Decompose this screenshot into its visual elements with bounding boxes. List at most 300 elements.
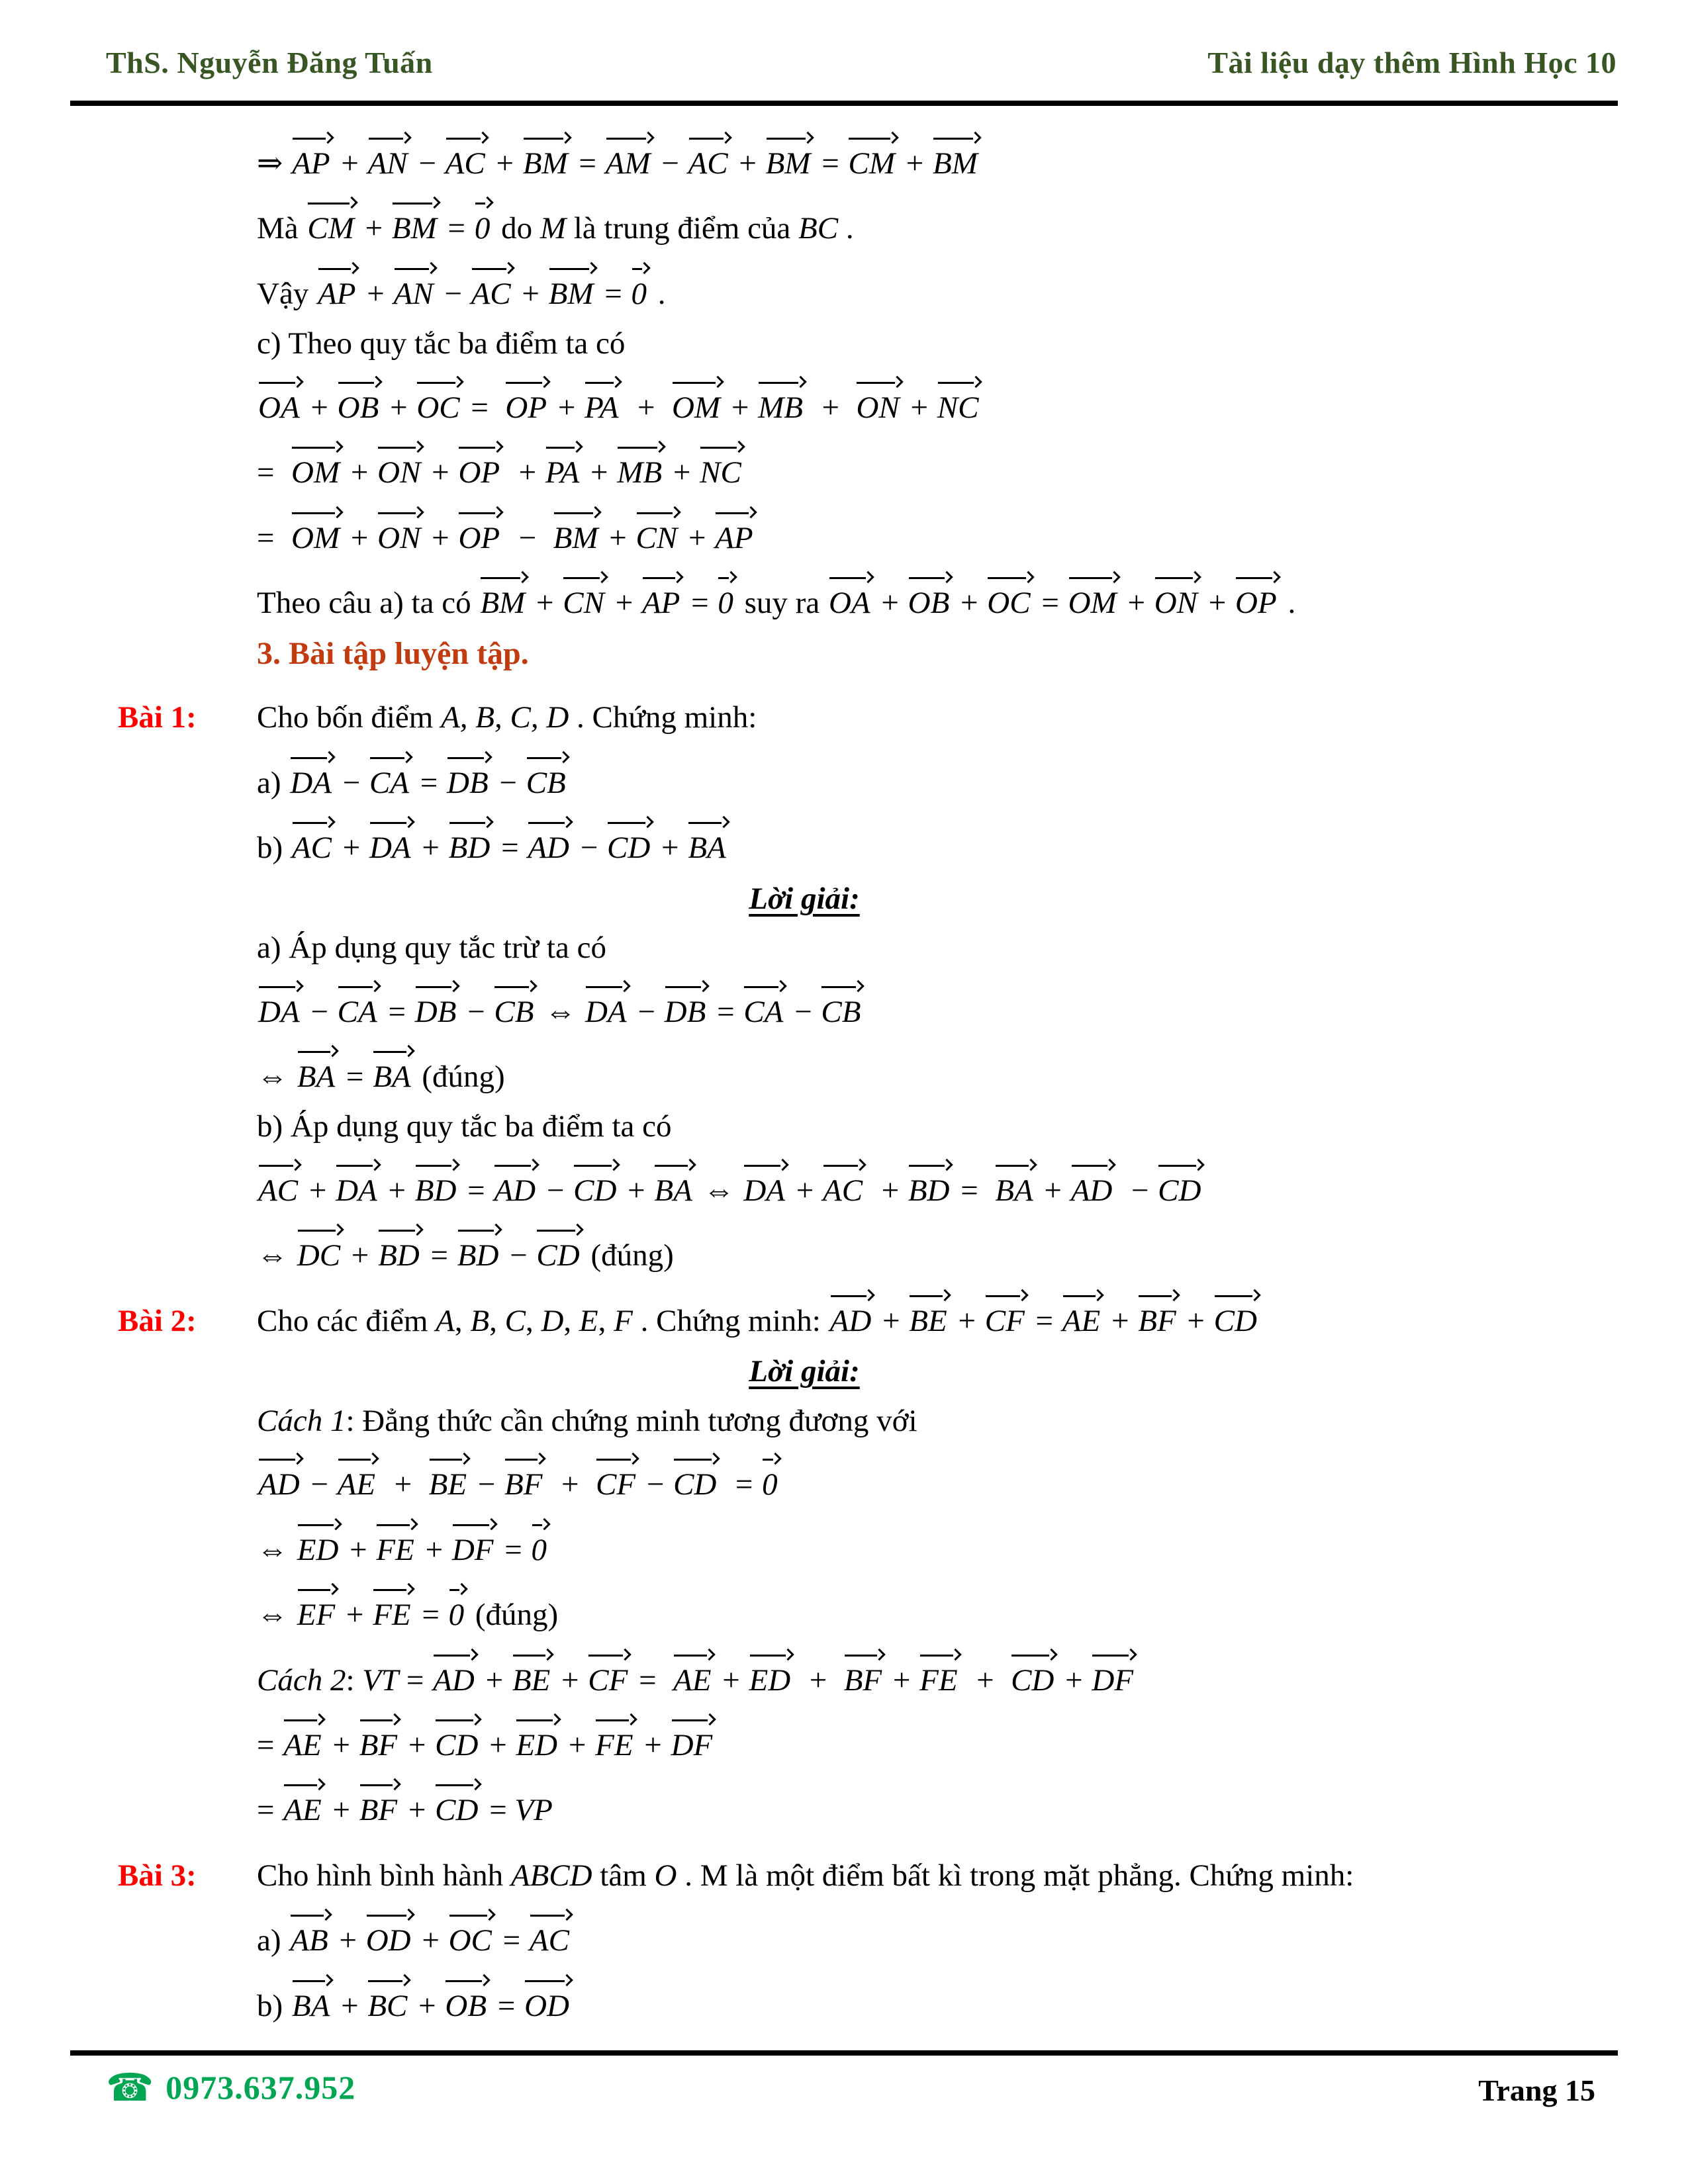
vector-term: AC [688, 146, 728, 182]
content-line-25 [0, 1577, 1609, 1633]
text-token: = [814, 146, 847, 181]
text-token: Cho hình bình hành [257, 1858, 511, 1893]
vector-term: OC [416, 390, 459, 426]
vector-term: CF [588, 1662, 628, 1699]
text-token: ⇔ [257, 1059, 296, 1094]
text-token: − [303, 1467, 336, 1502]
vector-term: BD [378, 1238, 420, 1274]
text-token: + [303, 390, 336, 425]
content-line-26 [0, 1643, 1609, 1699]
text-token: + [324, 1793, 358, 1828]
vector-term: AC [292, 830, 332, 866]
text-token: + [622, 390, 671, 425]
content [0, 126, 1609, 2033]
text-token: + [607, 586, 641, 621]
vector-term: CN [563, 585, 604, 621]
vector-term: ON [1154, 585, 1197, 621]
text-token: + [806, 390, 855, 425]
content-line-31 [0, 1968, 1609, 2025]
vector-term: CB [526, 765, 566, 801]
vector-term: 0 [762, 1467, 778, 1503]
content-line-22 [0, 1398, 1609, 1439]
text-token: + [343, 455, 377, 490]
phone-number: 0973.637.952 [165, 2069, 356, 2106]
text-token: = [496, 1532, 530, 1567]
text-token: − [436, 276, 470, 311]
exercise-label: Bài 2: [118, 1303, 197, 1338]
text-token: = [596, 276, 630, 311]
vector-term: AN [394, 276, 434, 312]
vector-term: AC [823, 1173, 863, 1209]
text-token: D [541, 1303, 564, 1338]
text-token: + [334, 831, 368, 866]
vector-term: NC [937, 390, 979, 426]
text-token: = [1033, 586, 1067, 621]
vector-term: CA [338, 994, 377, 1030]
text-token: Lời giải: [749, 1354, 860, 1389]
text-token: ⇔ [257, 1598, 296, 1633]
text-token: : [346, 1662, 363, 1698]
vector-term: DC [297, 1238, 340, 1274]
text-token: Theo câu a) ta có [257, 586, 479, 621]
text-token: , [454, 1303, 471, 1338]
text-token: = [414, 1598, 447, 1633]
vector-term: CD [435, 1792, 478, 1829]
text-token: . Chứng minh: [569, 700, 757, 735]
text-token: + [324, 1727, 358, 1762]
text-token: = [720, 1467, 761, 1502]
vector-term: BC [367, 1988, 407, 2025]
text-token: + [902, 390, 936, 425]
text-token: + [400, 1727, 434, 1762]
vector-term: AD [528, 830, 569, 866]
content-line-1 [0, 126, 1609, 182]
text-token: b) [257, 831, 291, 866]
vector-term: BA [373, 1059, 410, 1095]
text-token: Lời giải: [749, 881, 860, 916]
text-token: E [579, 1303, 598, 1338]
phone-block [106, 2065, 356, 2110]
text-token: − [572, 831, 606, 866]
vector-term: AD [494, 1173, 536, 1209]
text-token: Cách 1 [257, 1403, 346, 1438]
text-token: + [357, 211, 391, 246]
text-token: + [653, 831, 687, 866]
text-token: + [724, 390, 757, 425]
vector-term: CD [1158, 1173, 1201, 1209]
vector-term: FE [595, 1727, 633, 1764]
text-token: + [380, 1173, 414, 1208]
text-token: − [503, 520, 552, 555]
text-token: + [545, 1467, 594, 1502]
vector-term: CA [743, 994, 783, 1030]
text-token: = [399, 1662, 432, 1698]
text-token: + [503, 455, 544, 490]
vector-term: 0 [449, 1597, 465, 1633]
vector-term: CD [573, 1173, 616, 1209]
vector-term: MB [617, 455, 662, 491]
page-header [106, 46, 1617, 80]
text-token: + [382, 390, 416, 425]
text-token: + [961, 1662, 1010, 1698]
vector-term: AC [471, 276, 511, 312]
text-token: = [440, 211, 473, 246]
text-token: (đúng) [583, 1238, 674, 1273]
content-line-11 [0, 745, 1609, 801]
vector-term: BM [523, 146, 568, 182]
vector-term: ED [297, 1532, 339, 1569]
vector-term: BM [933, 146, 978, 182]
text-token: − [502, 1238, 536, 1273]
vector-term: BM [553, 520, 598, 557]
text-token: , [598, 1303, 614, 1338]
vector-term: BF [844, 1662, 882, 1699]
text-token: + [680, 520, 714, 555]
text-token: Mà [257, 211, 306, 246]
text-token: + [342, 1532, 375, 1567]
content-line-6 [0, 435, 1609, 491]
vector-term: AC [445, 146, 485, 182]
content-line-9 [0, 631, 1609, 673]
text-token: − [1115, 1173, 1157, 1208]
vector-term: AP [715, 520, 753, 557]
vector-term: BM [549, 276, 594, 312]
vector-term: DA [585, 994, 627, 1030]
vector-term: AD [830, 1303, 872, 1340]
vector-term: AN [368, 146, 408, 182]
vector-term: FE [919, 1662, 957, 1699]
text-token: + [1036, 1173, 1070, 1208]
vector-term: DA [290, 765, 332, 801]
content-line-8 [0, 565, 1609, 621]
text-token: = [494, 1923, 528, 1958]
text-token: = [1027, 1303, 1061, 1338]
content-line-12 [0, 810, 1609, 866]
text-token: − [410, 146, 444, 181]
content-line-21 [0, 1348, 1609, 1390]
vector-term: DA [258, 994, 300, 1030]
text-token: + [788, 1173, 821, 1208]
vector-term: OB [338, 390, 379, 426]
text-token: = [953, 1173, 994, 1208]
text-token: BC [798, 211, 839, 246]
vector-term: AD [1071, 1173, 1113, 1209]
text-token: Cách 2 [257, 1662, 346, 1698]
vector-term: DB [665, 994, 706, 1030]
vector-term: OM [672, 390, 720, 426]
vector-term: ON [377, 520, 420, 557]
vector-term: OB [908, 585, 950, 621]
text-token: = [463, 390, 504, 425]
text-token: . M là một điểm bất kì trong mặt phẳng. Chứng minh: [677, 1858, 1354, 1893]
vector-term: FE [376, 1532, 414, 1569]
text-token: = [571, 146, 604, 181]
vector-term: BA [995, 1173, 1033, 1209]
text-token: = [257, 520, 291, 555]
text-token: . [650, 276, 666, 311]
text-token: + [1201, 586, 1235, 621]
text-token: + [794, 1662, 843, 1698]
text-token: + [885, 1662, 919, 1698]
text-token: . [1280, 586, 1296, 621]
text-token: c) Theo quy tắc ba điểm ta có [257, 326, 626, 361]
vector-term: BF [1138, 1303, 1176, 1340]
text-token: M [539, 211, 566, 246]
vector-term: AP [292, 146, 330, 182]
vector-term: DA [336, 1173, 377, 1209]
text-token: + [601, 520, 635, 555]
header-divider [70, 101, 1618, 106]
text-token: = [338, 1059, 372, 1094]
text-token: + [953, 586, 986, 621]
text-token: + [1179, 1303, 1213, 1338]
vector-term: OM [1068, 585, 1117, 621]
text-token: 3. Bài tập luyện tập. [257, 635, 529, 671]
text-token: (đúng) [467, 1598, 559, 1633]
vector-term: OA [258, 390, 300, 426]
text-token: + [550, 390, 584, 425]
text-token: − [653, 146, 687, 181]
text-token: B [470, 1303, 490, 1338]
content-line-14 [0, 925, 1609, 966]
vector-term: BA [654, 1173, 692, 1209]
vector-term: BD [449, 830, 491, 866]
text-token: b) [257, 1988, 291, 2023]
page-footer [106, 2065, 1595, 2110]
text-token: − [539, 1173, 573, 1208]
text-token: + [1103, 1303, 1137, 1338]
vector-term: ED [516, 1727, 557, 1764]
telephone-icon: ☎ [106, 2065, 154, 2110]
text-token: là trung điểm của [565, 211, 799, 246]
text-token: , [489, 1303, 505, 1338]
text-token: ⇔ [537, 994, 584, 1029]
text-token: + [488, 146, 522, 181]
content-line-29 [0, 1838, 1609, 1894]
text-token: = [257, 455, 291, 490]
vector-term: CD [536, 1238, 579, 1274]
vector-term: DF [452, 1532, 494, 1569]
text-token: . [838, 211, 854, 246]
text-token: + [410, 1988, 444, 2023]
vector-term: CD [607, 830, 650, 866]
vector-term: OA [829, 585, 870, 621]
text-token: + [583, 455, 616, 490]
vector-term: CA [369, 765, 409, 801]
footer-divider [70, 2050, 1618, 2056]
content-line-15 [0, 974, 1609, 1030]
vector-term: CB [821, 994, 861, 1030]
vector-term: CM [848, 146, 895, 182]
vector-term: 0 [632, 276, 647, 312]
vector-term: ED [749, 1662, 791, 1699]
vector-term: NC [700, 455, 741, 491]
vector-term: AP [642, 585, 680, 621]
vector-term: BM [392, 210, 437, 247]
text-token: + [866, 1173, 907, 1208]
content-line-23 [0, 1447, 1609, 1503]
text-token: − [639, 1467, 673, 1502]
text-token: a) [257, 1923, 289, 1958]
text-token: + [424, 455, 457, 490]
text-token: tâm [592, 1858, 655, 1893]
text-token: + [481, 1727, 515, 1762]
vector-term: 0 [475, 210, 491, 247]
vector-term: CD [435, 1727, 478, 1764]
vector-term: BE [909, 1303, 947, 1340]
content-line-27 [0, 1707, 1609, 1764]
text-token: = [709, 994, 743, 1029]
text-token: − [459, 994, 493, 1029]
vector-term: BE [512, 1662, 550, 1699]
text-token: . Chứng minh: [632, 1303, 829, 1338]
vector-term: AE [338, 1467, 375, 1503]
content-line-5 [0, 370, 1609, 426]
vector-term: OM [291, 455, 340, 491]
text-token: = [490, 1988, 524, 2023]
text-token: = [422, 1238, 456, 1273]
text-token: do [493, 211, 540, 246]
text-token: + [414, 831, 447, 866]
vector-term: DA [369, 830, 411, 866]
text-token: + [636, 1727, 670, 1762]
text-token: ⇒ [257, 146, 291, 181]
vector-term: BA [292, 1988, 330, 2025]
vector-term: BF [359, 1727, 397, 1764]
vector-term: AM [606, 146, 651, 182]
vector-term: BA [688, 830, 726, 866]
vector-term: BM [766, 146, 811, 182]
text-token: − [630, 994, 663, 1029]
vector-term: AC [258, 1173, 298, 1209]
vector-term: PA [585, 390, 618, 426]
content-line-2 [0, 191, 1609, 247]
text-token: + [338, 1598, 372, 1633]
text-token: C [504, 1303, 526, 1338]
vector-term: DF [671, 1727, 713, 1764]
text-token: + [424, 520, 457, 555]
vector-term: BE [429, 1467, 467, 1503]
vector-term: OD [366, 1923, 411, 1959]
text-token: + [400, 1793, 434, 1828]
vector-term: AB [290, 1923, 328, 1959]
vector-term: OP [1235, 585, 1277, 621]
text-token: + [379, 1467, 428, 1502]
content-line-19 [0, 1218, 1609, 1274]
text-token: ⇔ [257, 1238, 296, 1273]
text-token: = [481, 1793, 515, 1828]
vector-term: BF [359, 1792, 397, 1829]
text-token: = [631, 1662, 673, 1698]
content-line-30 [0, 1903, 1609, 1959]
vector-term: CF [596, 1467, 635, 1503]
text-token: − [303, 994, 336, 1029]
content-line-4 [0, 321, 1609, 362]
vector-term: FE [373, 1597, 410, 1633]
text-token: + [714, 1662, 748, 1698]
vector-term: OP [505, 390, 547, 426]
header-author: ThS. Nguyễn Đăng Tuấn [106, 46, 433, 79]
text-token: = [493, 831, 527, 866]
vector-term: OD [524, 1988, 569, 2025]
text-token: − [786, 994, 820, 1029]
vector-term: 0 [718, 585, 733, 621]
vector-term: AE [283, 1792, 321, 1829]
text-token: O [654, 1858, 677, 1893]
text-token: = [380, 994, 414, 1029]
text-token: + [1057, 1662, 1091, 1698]
vector-term: AE [673, 1662, 711, 1699]
text-token: + [731, 146, 765, 181]
text-token: = [683, 586, 717, 621]
vector-term: 0 [532, 1532, 547, 1569]
vector-term: OP [458, 520, 500, 557]
text-token: + [333, 146, 367, 181]
vector-term: CD [673, 1467, 716, 1503]
vector-term: CM [307, 210, 354, 247]
text-token: = [459, 1173, 493, 1208]
vector-term: BF [504, 1467, 542, 1503]
content-line-16 [0, 1039, 1609, 1095]
content-line-28 [0, 1772, 1609, 1829]
text-token: + [553, 1662, 587, 1698]
vector-term: EF [297, 1597, 335, 1633]
text-token: + [1119, 586, 1153, 621]
vector-term: BD [457, 1238, 499, 1274]
text-token: + [561, 1727, 594, 1762]
vector-term: CF [985, 1303, 1025, 1340]
text-token: = [257, 1793, 283, 1828]
text-token: (đúng) [414, 1059, 505, 1094]
vector-term: DA [743, 1173, 785, 1209]
text-token: ⇔ [257, 1532, 296, 1567]
text-token: b) Áp dụng quy tắc ba điểm ta có [257, 1109, 672, 1144]
vector-term: OM [291, 520, 340, 557]
content-line-20 [0, 1283, 1609, 1340]
text-token: , [563, 1303, 579, 1338]
vector-term: OB [445, 1988, 487, 2025]
text-token: + [950, 1303, 984, 1338]
vector-term: CB [494, 994, 534, 1030]
content-line-10 [0, 680, 1609, 736]
text-token: + [333, 1988, 367, 2023]
text-token: − [334, 765, 368, 800]
vector-term: ON [856, 390, 899, 426]
text-token: + [359, 276, 393, 311]
content-line-13 [0, 876, 1609, 917]
vector-term: OP [458, 455, 500, 491]
vector-term: ON [377, 455, 420, 491]
text-token: , [525, 1303, 541, 1338]
text-token: + [417, 1532, 451, 1567]
text-token: + [514, 276, 547, 311]
text-token: Vậy [257, 276, 317, 311]
vector-term: BD [415, 1173, 457, 1209]
text-token: suy ra [736, 586, 827, 621]
text-token: a) Áp dụng quy tắc trừ ta có [257, 931, 606, 966]
content-line-17 [0, 1104, 1609, 1145]
page-number: Trang 15 [1478, 2073, 1595, 2107]
vector-term: OC [987, 585, 1030, 621]
text-token: Cho bốn điểm [257, 700, 442, 735]
vector-term: PA [545, 455, 579, 491]
vector-term: MB [758, 390, 803, 426]
vector-term: CD [1011, 1662, 1054, 1699]
content-line-18 [0, 1153, 1609, 1209]
text-token: + [528, 586, 562, 621]
text-token: + [620, 1173, 653, 1208]
vector-term: AP [318, 276, 355, 312]
